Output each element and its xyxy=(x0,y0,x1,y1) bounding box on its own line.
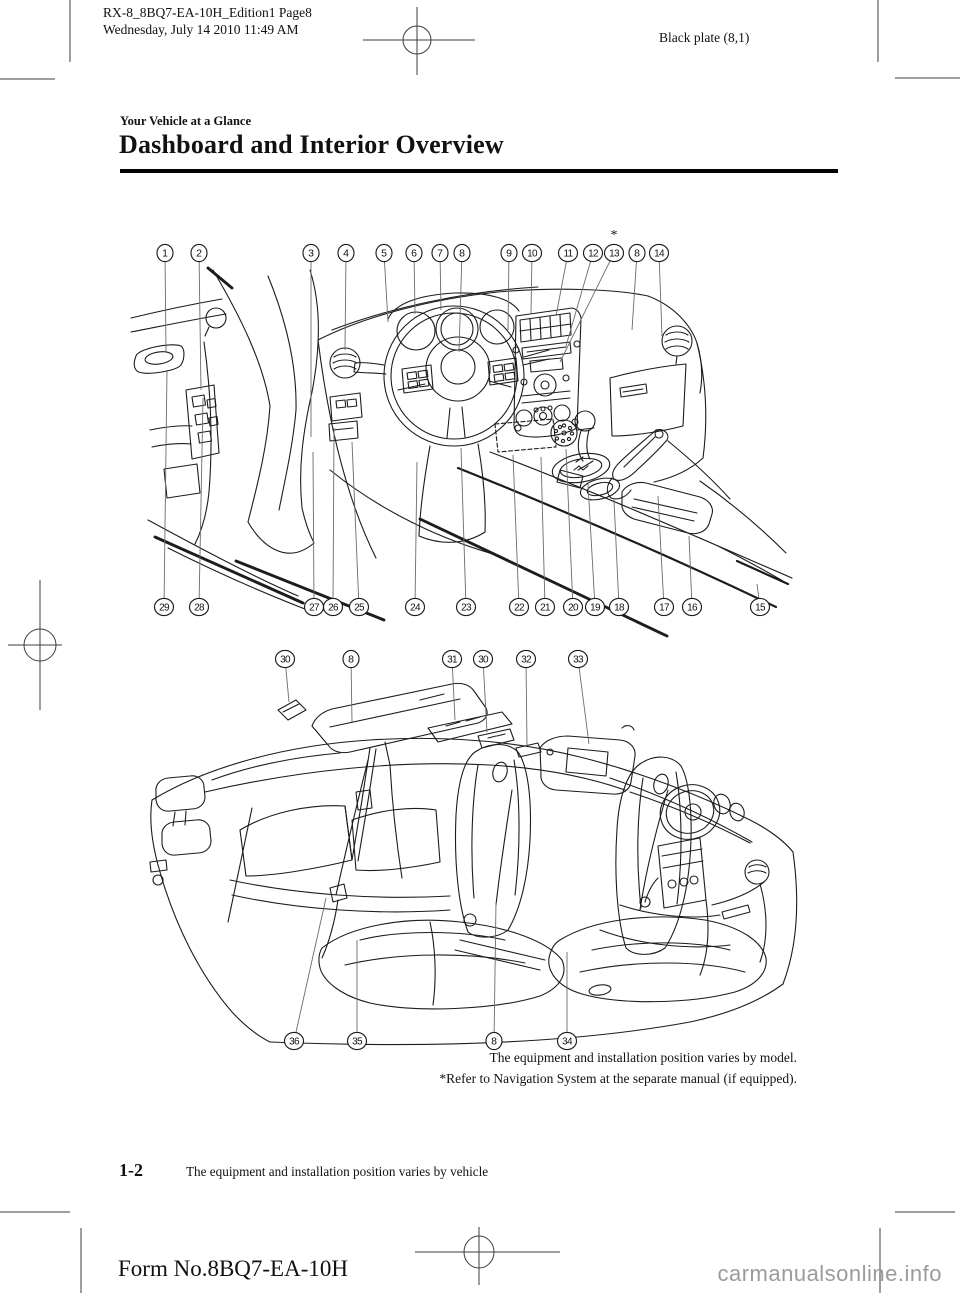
callout-number-25: 25 xyxy=(354,602,364,614)
callout-number-20: 20 xyxy=(568,602,578,614)
callout-leader-33 xyxy=(578,659,589,744)
callout-number-7: 7 xyxy=(437,247,443,260)
callout-leader-27 xyxy=(313,452,314,607)
callout-leader-17 xyxy=(658,496,664,607)
callout-leader-28 xyxy=(199,398,203,607)
callout-number-14: 14 xyxy=(654,248,664,260)
callout-number-8: 8 xyxy=(348,653,354,666)
callout-leader-13 xyxy=(560,253,614,362)
callout-number-33: 33 xyxy=(573,654,583,666)
callout-number-6: 6 xyxy=(411,247,417,260)
form-number: Form No.8BQ7-EA-10H xyxy=(118,1256,348,1281)
callout-number-31: 31 xyxy=(447,654,457,666)
callout-leader-2 xyxy=(199,253,201,390)
callout-number-9: 9 xyxy=(506,247,512,260)
callout-leader-11 xyxy=(556,253,568,316)
page-title: Dashboard and Interior Overview xyxy=(119,130,504,159)
callout-number-12: 12 xyxy=(588,248,598,260)
print-file-name: RX-8_8BQ7-EA-10H_Edition1 Page8 xyxy=(103,5,312,20)
callout-number-4: 4 xyxy=(343,247,349,260)
callout-number-3: 3 xyxy=(308,247,314,260)
callout-number-22: 22 xyxy=(514,602,524,614)
callout-number-30: 30 xyxy=(478,654,488,666)
plate-label: Black plate (8,1) xyxy=(659,30,750,45)
title-rule xyxy=(120,169,838,173)
callout-leader-4 xyxy=(345,253,346,350)
print-timestamp: Wednesday, July 14 2010 11:49 AM xyxy=(103,21,299,37)
diagram-notes xyxy=(439,1047,797,1089)
callout-number-13: 13 xyxy=(609,248,619,260)
chapter-eyebrow: Your Vehicle at a Glance xyxy=(120,114,252,128)
callout-leader-24 xyxy=(415,462,417,607)
callout-number-29: 29 xyxy=(159,602,169,614)
note-equipment-varies: The equipment and installation position varies by model. xyxy=(489,1050,797,1065)
callout-number-36: 36 xyxy=(289,1036,299,1048)
callout-number-11: 11 xyxy=(563,248,573,260)
callout-number-26: 26 xyxy=(328,602,338,614)
callout-leader-8 xyxy=(494,902,496,1041)
page-number: 1-2 xyxy=(119,1160,143,1180)
callout-number-28: 28 xyxy=(194,602,204,614)
callout-leader-19 xyxy=(588,484,595,607)
callout-leader-26 xyxy=(333,428,334,607)
registration-mark-top-center xyxy=(363,7,475,75)
callout-leader-36 xyxy=(294,898,326,1041)
callout-number-32: 32 xyxy=(521,654,531,666)
callout-leader-32 xyxy=(526,659,527,746)
callout-leader-14 xyxy=(659,253,662,336)
callout-number-24: 24 xyxy=(410,602,420,614)
callout-number-18: 18 xyxy=(614,602,624,614)
callout-leader-1 xyxy=(165,253,166,352)
callout-leader-18 xyxy=(614,500,619,607)
callout-number-2: 2 xyxy=(196,247,202,260)
callout-number-10: 10 xyxy=(527,248,537,260)
callout-leader-8 xyxy=(351,659,352,722)
callout-number-8: 8 xyxy=(634,247,640,260)
callout-leader-21 xyxy=(541,457,545,607)
callout-number-30: 30 xyxy=(280,654,290,666)
callout-leader-25 xyxy=(352,442,359,607)
callout-number-21: 21 xyxy=(540,602,550,614)
callout-number-8: 8 xyxy=(459,247,465,260)
callout-number-8: 8 xyxy=(491,1035,497,1048)
callout-number-35: 35 xyxy=(352,1036,362,1048)
callout-leader-22 xyxy=(513,455,519,607)
print-file-header xyxy=(103,5,312,38)
callout-number-19: 19 xyxy=(590,602,600,614)
callout-number-23: 23 xyxy=(461,602,471,614)
callout-leader-30 xyxy=(483,659,487,732)
footer-footnote: The equipment and installation position varies by vehicle xyxy=(186,1164,489,1179)
callout-number-15: 15 xyxy=(755,602,765,614)
callout-number-16: 16 xyxy=(687,602,697,614)
watermark: carmanualsonline.info xyxy=(717,1261,942,1286)
note-navigation-refer: *Refer to Navigation System at the separate manual (if equipped). xyxy=(439,1071,797,1086)
callout-number-1: 1 xyxy=(162,247,168,260)
callout-leader-5 xyxy=(384,253,388,322)
callout-asterisk: * xyxy=(610,228,618,243)
interior-diagram xyxy=(150,683,797,1044)
registration-mark-bottom-center xyxy=(415,1227,560,1285)
callout-leader-16 xyxy=(689,536,692,607)
callout-number-34: 34 xyxy=(562,1036,572,1048)
callout-number-5: 5 xyxy=(381,247,387,260)
callout-leader-9 xyxy=(508,253,509,330)
callout-leader-8 xyxy=(632,253,637,330)
interior-diagram-callouts xyxy=(276,650,590,1049)
registration-mark-left-middle xyxy=(8,580,62,710)
callout-number-17: 17 xyxy=(659,602,669,614)
dashboard-diagram-callouts xyxy=(155,228,770,616)
callout-number-27: 27 xyxy=(309,602,319,614)
callout-leader-12 xyxy=(566,253,593,346)
